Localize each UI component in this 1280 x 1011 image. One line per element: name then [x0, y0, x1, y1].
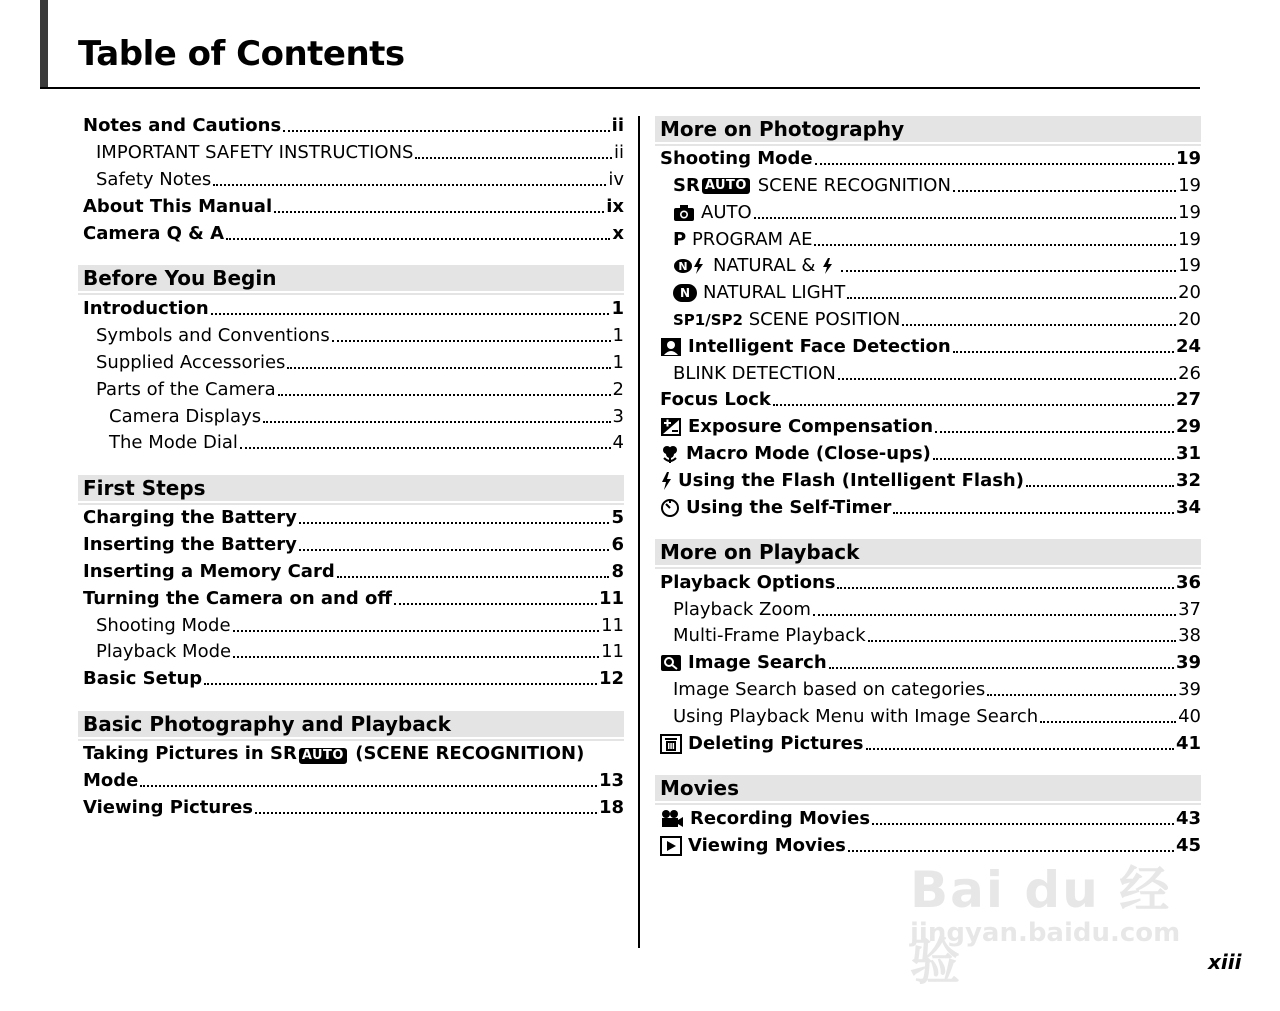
toc-entry[interactable]: AUTO 19: [673, 201, 1201, 225]
play-icon: [660, 836, 682, 856]
title-rule: [40, 87, 1200, 89]
column-divider: [638, 116, 640, 948]
toc-entry[interactable]: Recording Movies 43: [660, 807, 1201, 831]
page-title: Table of Contents: [78, 34, 405, 74]
trash-icon: [660, 734, 682, 754]
toc-entry[interactable]: SP1/SP2 SCENE POSITION 20: [673, 309, 1201, 330]
toc-entry[interactable]: Camera Displays 3: [109, 406, 624, 427]
toc-entry[interactable]: Notes and Cautions ii: [83, 115, 624, 136]
toc-entry[interactable]: SR AUTO SCENE RECOGNITION 19: [673, 175, 1201, 196]
toc-entry[interactable]: Mode 13: [83, 770, 624, 791]
toc-entry[interactable]: Macro Mode (Close-ups) 31: [660, 442, 1201, 466]
toc-entry-taking-pictures[interactable]: Taking Pictures in SR AUTO (SCENE RECOGNITION): [83, 743, 585, 764]
toc-entry[interactable]: About This Manual ix: [83, 196, 624, 217]
toc-entry[interactable]: Symbols and Conventions 1: [96, 325, 624, 346]
toc-entry[interactable]: Playback Mode 11: [96, 641, 624, 662]
flash-icon: [660, 471, 672, 491]
toc-entry[interactable]: Focus Lock 27: [660, 389, 1201, 410]
toc-entry[interactable]: Viewing Pictures 18: [83, 797, 624, 818]
toc-entry[interactable]: IMPORTANT SAFETY INSTRUCTIONS ii: [96, 142, 624, 163]
toc-entry[interactable]: Camera Q & A x: [83, 223, 624, 244]
toc-entry[interactable]: Charging the Battery 5: [83, 507, 624, 528]
toc-entry[interactable]: Introduction 1: [83, 298, 624, 319]
toc-entry[interactable]: Playback Options 36: [660, 572, 1201, 593]
section-header-basic-photography: Basic Photography and Playback: [78, 711, 624, 739]
section-header-more-playback: More on Playback: [655, 539, 1201, 567]
flash-icon: [821, 257, 833, 275]
toc-entry[interactable]: N NATURAL LIGHT 20: [673, 281, 1201, 305]
toc-entry[interactable]: Turning the Camera on and off 11: [83, 588, 624, 609]
watermark: Bai du 经验 jingyan.baidu.com: [910, 861, 1181, 991]
toc-entry[interactable]: Using Playback Menu with Image Search 40: [673, 706, 1201, 727]
toc-entry[interactable]: Deleting Pictures 41: [660, 732, 1201, 756]
natural-light-icon: N: [673, 284, 697, 302]
toc-entry[interactable]: N NATURAL & 19: [673, 254, 1201, 278]
auto-badge-icon: AUTO: [702, 178, 750, 194]
auto-badge-icon: AUTO: [299, 748, 347, 764]
toc-entry[interactable]: Intelligent Face Detection 24: [660, 335, 1201, 359]
section-header-first-steps: First Steps: [78, 475, 624, 503]
toc-entry[interactable]: P PROGRAM AE 19: [673, 229, 1201, 250]
toc-entry[interactable]: Basic Setup 12: [83, 668, 624, 689]
toc-entry[interactable]: Using the Self-Timer 34: [660, 496, 1201, 520]
section-header-more-photography: More on Photography: [655, 116, 1201, 144]
toc-entry[interactable]: BLINK DETECTION 26: [673, 363, 1201, 384]
toc-entry[interactable]: Supplied Accessories 1: [96, 352, 624, 373]
toc-entry[interactable]: Using the Flash (Intelligent Flash) 32: [660, 469, 1201, 493]
toc-entry[interactable]: Multi-Frame Playback 38: [673, 625, 1201, 646]
toc-entry[interactable]: Playback Zoom 37: [673, 599, 1201, 620]
section-header-movies: Movies: [655, 775, 1201, 803]
toc-entry[interactable]: Inserting a Memory Card 8: [83, 561, 624, 582]
toc-entry[interactable]: Parts of the Camera 2: [96, 379, 624, 400]
section-header-before-you-begin: Before You Begin: [78, 265, 624, 293]
face-detection-icon: [660, 337, 682, 357]
program-p-icon: P: [673, 229, 687, 250]
page-number: xiii: [1208, 950, 1242, 974]
self-timer-icon: [660, 498, 680, 518]
exposure-compensation-icon: [660, 417, 682, 437]
macro-flower-icon: [660, 444, 680, 464]
toc-entry[interactable]: Exposure Compensation 29: [660, 415, 1201, 439]
toc-entry[interactable]: Shooting Mode 11: [96, 615, 624, 636]
toc-entry[interactable]: The Mode Dial 4: [109, 432, 624, 453]
left-edge-bar: [40, 0, 48, 89]
movie-camera-icon: [660, 809, 684, 829]
toc-entry[interactable]: Inserting the Battery 6: [83, 534, 624, 555]
natural-flash-icon: [673, 257, 707, 275]
camera-icon: [673, 204, 695, 222]
toc-entry[interactable]: Viewing Movies 45: [660, 834, 1201, 858]
toc-entry[interactable]: Image Search based on categories 39: [673, 679, 1201, 700]
toc-entry[interactable]: Safety Notes iv: [96, 169, 624, 190]
image-search-icon: [660, 653, 682, 673]
toc-entry[interactable]: Shooting Mode 19: [660, 148, 1201, 169]
toc-entry[interactable]: Image Search 39: [660, 651, 1201, 675]
scene-position-icon: SP1/SP2: [673, 311, 743, 329]
svg-text:N: N: [678, 260, 688, 273]
